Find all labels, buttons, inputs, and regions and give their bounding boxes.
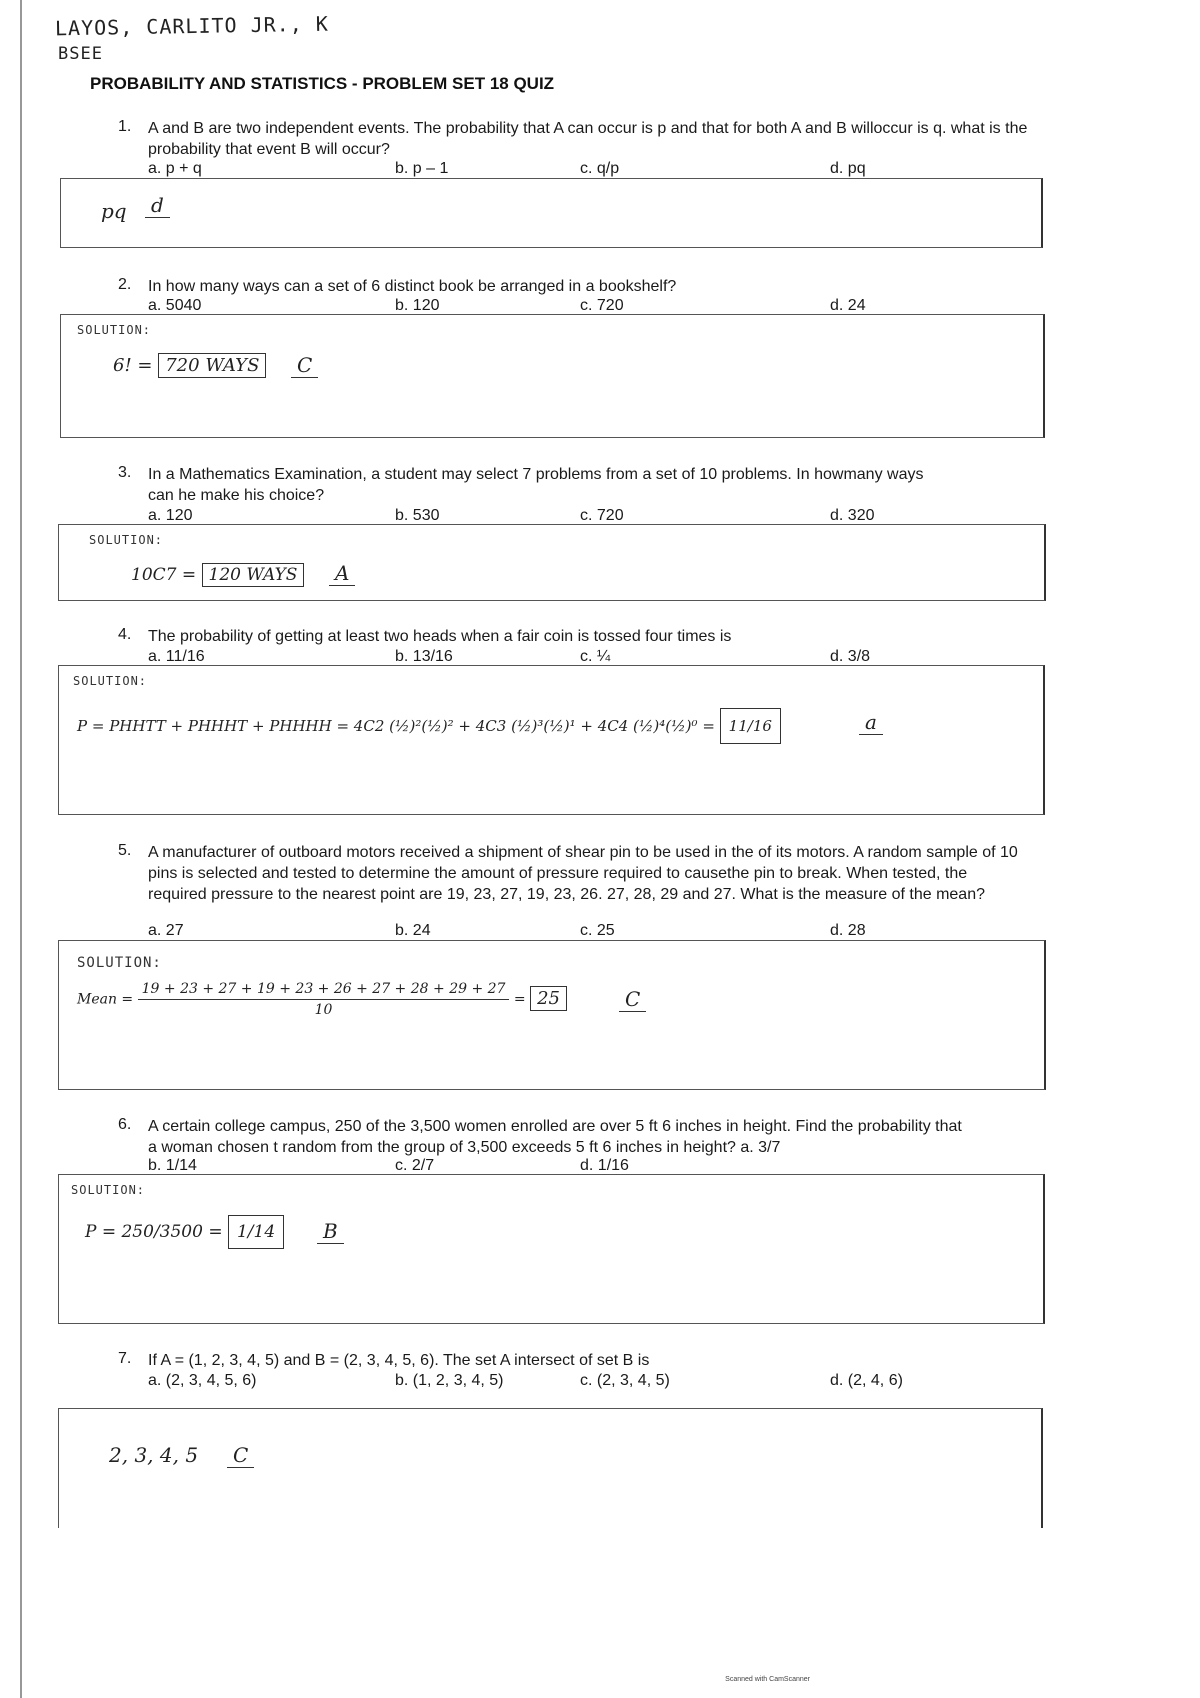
question-4-boxed-answer: 11/16 xyxy=(720,708,781,744)
question-6-choice-c: c. 2/7 xyxy=(395,1157,435,1174)
question-2-choice-c: c. 720 xyxy=(580,297,624,314)
question-4-choice-c: c. ¼ xyxy=(580,648,611,665)
question-7-choice-b: b. (1, 2, 3, 4, 5) xyxy=(395,1372,504,1389)
question-1-choice-d: d. pq xyxy=(830,160,866,177)
question-2-choice-d: d. 24 xyxy=(830,297,866,314)
student-course: BSEE xyxy=(58,44,103,64)
question-6-choice-d: d. 1/16 xyxy=(580,1157,629,1174)
question-7-work: 2, 3, 4, 5 xyxy=(109,1443,199,1467)
question-7-answer-mark: C xyxy=(227,1443,254,1468)
question-4-choice-b: b. 13/16 xyxy=(395,648,453,665)
question-5-choice-c: c. 25 xyxy=(580,922,615,939)
question-3-choice-b: b. 530 xyxy=(395,507,440,524)
question-4-solution-label: SOLUTION: xyxy=(73,674,148,688)
question-1-answer-mark: d xyxy=(145,193,170,218)
question-2-work xyxy=(113,353,266,378)
question-3-number: 3. xyxy=(118,464,132,481)
question-1-choice-a: a. p + q xyxy=(148,160,202,177)
question-1-choice-b: b. p – 1 xyxy=(395,160,449,177)
question-4-answer-mark: a xyxy=(859,710,883,735)
question-5-boxed-answer: 25 xyxy=(530,986,567,1011)
question-4-text: The probability of getting at least two heads when a fair coin is tossed four times is xyxy=(148,628,732,645)
question-7-answer-box xyxy=(58,1408,1043,1528)
question-1-choice-c: c. q/p xyxy=(580,160,620,177)
question-2-choice-a: a. 5040 xyxy=(148,297,202,314)
question-5-denominator: 10 xyxy=(314,1002,333,1018)
question-3-text: In a Mathematics Examination, a student may select 7 problems from a set of 10 problems. In howmany ways can he make his choice? xyxy=(148,466,924,504)
question-2-answer-mark: C xyxy=(291,353,318,378)
question-4-choice-d: d. 3/8 xyxy=(830,648,871,665)
question-5-text: A manufacturer of outboard motors received a shipment of shear pin to be used in the of its motors. A random sample of 10 pins is selected and tested to determine the amount of pressure required to causethe pin to break. When tested, the required pressure to the nearest point are 19, 23, 27, 19, 23, 26. 27, 28, 29 and 27. What is the measure of the mean? xyxy=(148,844,1018,903)
question-3-answer-box xyxy=(58,524,1046,601)
question-4-work-expr: P = PHHTT + PHHHT + PHHHH = 4C2 (½)²(½)² + 4C3 (½)³(½)¹ + 4C4 (½)⁴(½)⁰ = xyxy=(77,717,715,735)
question-6-answer-mark: B xyxy=(317,1219,344,1244)
question-5-numerator: 19 + 23 + 27 + 19 + 23 + 26 + 27 + 28 + 29 + 27 xyxy=(138,981,510,1000)
question-5-work-expr: Mean = xyxy=(77,991,134,1008)
question-5-work xyxy=(77,981,567,1018)
question-6-boxed-answer: 1/14 xyxy=(228,1215,284,1249)
question-2-boxed-answer: 720 WAYS xyxy=(158,353,266,378)
question-5-choice-b: b. 24 xyxy=(395,922,431,939)
question-5-answer-box xyxy=(58,940,1046,1090)
question-5-equals: = xyxy=(513,991,526,1008)
question-5-choice-d: d. 28 xyxy=(830,922,866,939)
question-7-number: 7. xyxy=(118,1350,132,1367)
question-4-number: 4. xyxy=(118,626,132,643)
question-5-choice-a: a. 27 xyxy=(148,922,184,939)
question-3-work xyxy=(131,563,304,587)
question-3-work-expr: 10C7 = xyxy=(131,565,197,585)
question-1-answer-box xyxy=(60,178,1043,248)
student-name: LAYOS, CARLITO JR., K xyxy=(54,11,330,41)
question-7-choice-c: c. (2, 3, 4, 5) xyxy=(580,1372,670,1389)
question-6-work-expr: P = 250/3500 = xyxy=(85,1222,223,1242)
question-5-answer-mark: C xyxy=(619,987,646,1012)
question-6-number: 6. xyxy=(118,1116,132,1133)
question-2-text: In how many ways can a set of 6 distinct book be arranged in a bookshelf? xyxy=(148,278,677,295)
question-6-choice-b: b. 1/14 xyxy=(148,1157,197,1174)
question-3-choice-c: c. 720 xyxy=(580,507,624,524)
question-3-solution-label: SOLUTION: xyxy=(89,533,164,547)
question-2-solution-label: SOLUTION: xyxy=(77,323,152,337)
question-6-text: A certain college campus, 250 of the 3,500 women enrolled are over 5 ft 6 inches in height. Find the probability that a woman chosen t random from the group of 3,500 exceeds 5 ft 6 inches in height? a. 3/7 xyxy=(148,1118,962,1156)
question-1-number: 1. xyxy=(118,118,132,135)
question-4-choice-a: a. 11/16 xyxy=(148,648,205,665)
question-6-work xyxy=(85,1215,284,1249)
quiz-title: PROBABILITY AND STATISTICS - PROBLEM SET 18 QUIZ xyxy=(90,74,555,93)
question-6-answer-box xyxy=(58,1174,1045,1324)
question-6-solution-label: SOLUTION: xyxy=(71,1183,146,1197)
question-5-solution-label: SOLUTION: xyxy=(77,955,162,971)
question-3-choice-d: d. 320 xyxy=(830,507,875,524)
question-4-answer-box xyxy=(58,665,1045,815)
question-1-text: A and B are two independent events. The probability that A can occur is p and that for both A and B willoccur is q. what is the probability that event B will occur? xyxy=(148,120,1028,158)
question-5-fraction xyxy=(138,981,510,1018)
scanner-watermark: Scanned with CamScanner xyxy=(725,1676,810,1683)
question-3-boxed-answer: 120 WAYS xyxy=(202,563,305,587)
question-2-answer-box xyxy=(60,314,1045,438)
question-7-choice-a: a. (2, 3, 4, 5, 6) xyxy=(148,1372,257,1389)
question-2-choice-b: b. 120 xyxy=(395,297,440,314)
question-1-work: pq xyxy=(101,199,127,223)
question-3-answer-mark: A xyxy=(329,561,355,586)
question-7-text: If A = (1, 2, 3, 4, 5) and B = (2, 3, 4, 5, 6). The set A intersect of set B is xyxy=(148,1352,650,1369)
question-3-choice-a: a. 120 xyxy=(148,507,193,524)
question-4-work xyxy=(77,708,781,744)
page-edge-line xyxy=(20,0,22,1698)
question-5-number: 5. xyxy=(118,842,132,859)
question-2-number: 2. xyxy=(118,276,132,293)
question-7-choice-d: d. (2, 4, 6) xyxy=(830,1372,903,1389)
question-2-work-expr: 6! = xyxy=(113,355,153,376)
